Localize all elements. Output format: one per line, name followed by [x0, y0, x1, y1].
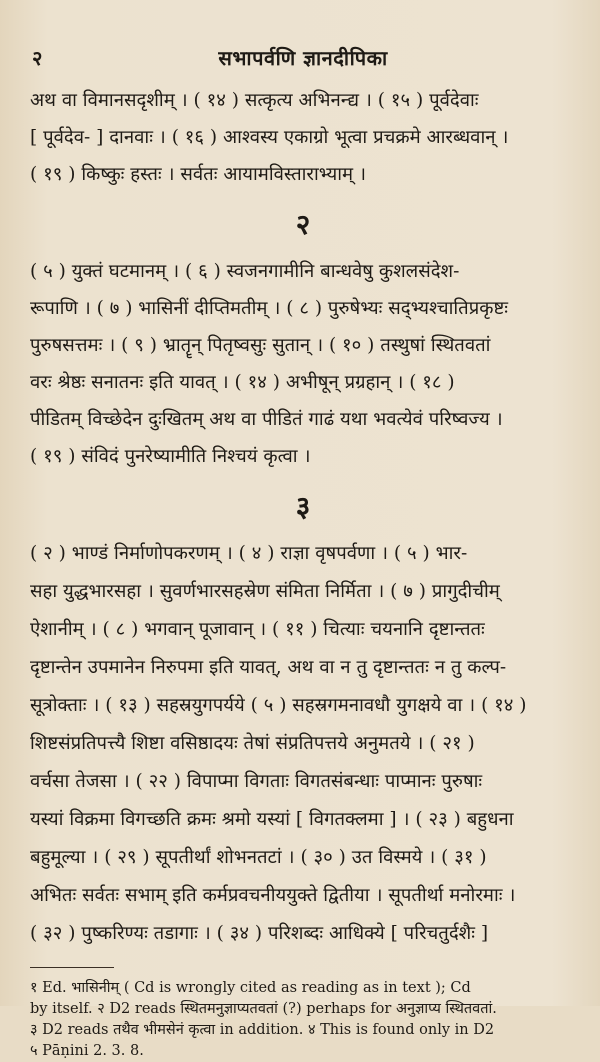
text-line: [ पूर्वदेव- ] दानवाः । ( १६ ) आश्वस्य एकाग्रो भूत्वा प्रचक्रमे आरब्धवान् । — [30, 127, 509, 148]
text-line: अभितः सर्वतः सभाम् इति कर्मप्रवचनीययुक्ते द्वितीया । सूपतीर्था मनोरमाः । — [30, 885, 516, 906]
text-line: ( ३२ ) पुष्करिण्यः तडागाः । ( ३४ ) परिशब्दः आधिक्ये [ परिचतुर्दशैः ] — [30, 923, 489, 944]
text-line: ( ५ ) युक्तं घटमानम् । ( ६ ) स्वजनगामीनि बान्धवेषु कुशलसंदेश- — [30, 261, 460, 282]
text-line: ( २ ) भाण्डं निर्माणोपकरणम् । ( ४ ) राज्ञा वृषपर्वणा । ( ५ ) भार- — [30, 543, 468, 564]
text-line: बहुमूल्या । ( २९ ) सूपतीर्थां शोभनतटां । ( ३० ) उत विस्मये । ( ३१ ) — [30, 847, 487, 868]
text-line: वरः श्रेष्ठः सनातनः इति यावत् । ( १४ ) अभीषून् प्रग्रहान् । ( १८ ) — [30, 372, 455, 393]
text-line: ( १९ ) किष्कुः हस्तः । सर्वतः आयामविस्ताराभ्याम् । — [30, 164, 366, 185]
page-header — [30, 44, 576, 80]
footnote-divider — [30, 967, 114, 968]
section-1-text — [30, 82, 576, 193]
text-line: वर्चसा तेजसा । ( २२ ) विपाप्मा विगताः विगतसंबन्धाः पाप्मानः पुरुषाः — [30, 771, 483, 792]
text-line: पुरुषसत्तमः । ( ९ ) भ्रातॄन् पितृष्वसुः सुतान् । ( १० ) तस्थुषां स्थितवतां — [30, 335, 491, 356]
footnote-line: by itself. २ D2 reads स्थितमनुज्ञाप्यतवतां (?) perhaps for अनुज्ञाप्य स्थितवतां. — [30, 1001, 497, 1017]
footnotes — [30, 978, 576, 1062]
section-3-text — [30, 535, 576, 953]
text-line: सहा युद्धभारसहा । सुवर्णभारसहस्रेण संमिता निर्मिता । ( ७ ) प्रागुदीचीम् — [30, 581, 500, 602]
footnote-line: ३ D2 reads तथैव भीमसेनं कृत्वा in addition. ४ This is found only in D2 — [30, 1022, 495, 1038]
text-line: शिष्टसंप्रतिपत्त्यै शिष्टा वसिष्ठादयः तेषां संप्रतिपत्तये अनुमतये । ( २१ ) — [30, 733, 475, 754]
page-number: २ — [32, 46, 43, 70]
text-line: पीडितम् विच्छेदेन दुःखितम् अथ वा पीडितं गाढं यथा भवत्येवं परिष्वज्य । — [30, 409, 503, 430]
section-2-text — [30, 253, 576, 475]
running-title: सभापर्वणि ज्ञानदीपिका — [218, 46, 388, 70]
text-line: दृष्टान्तेन उपमानेन निरुपमा इति यावत्, अथ वा न तु दृष्टान्ततः न तु कल्प- — [30, 657, 507, 678]
footnote-line: ५ Pāṇini 2. 3. 8. — [30, 1043, 144, 1059]
text-line: ( १९ ) संविदं पुनरेष्यामीति निश्चयं कृत्वा । — [30, 446, 311, 467]
text-line: रूपाणि । ( ७ ) भासिनीं दीप्तिमतीम् । ( ८ ) पुरुषेभ्यः सद्भ्यश्चातिप्रकृष्टः — [30, 298, 509, 319]
text-line: अथ वा विमानसदृशीम् । ( १४ ) सत्कृत्य अभिनन्द्य । ( १५ ) पूर्वदेवाः — [30, 90, 479, 111]
footnote-line: १ Ed. भासिनीम् ( Cd is wrongly cited as reading as in text ); Cd — [30, 980, 471, 996]
section-3-heading: ३ — [295, 490, 311, 523]
text-line: ऐशानीम् । ( ८ ) भगवान् पूजावान् । ( ११ ) चित्याः चयनानि दृष्टान्ततः — [30, 619, 485, 640]
text-line: यस्यां विक्रमा विगच्छति क्रमः श्रमो यस्यां [ विगतक्लमा ] । ( २३ ) बहुधना — [30, 809, 514, 830]
section-2-heading: २ — [295, 208, 311, 241]
text-line: सूत्रोक्ताः । ( १३ ) सहस्रयुगपर्यये ( ५ ) सहस्रगमनावधौ युगक्षये वा । ( १४ ) — [30, 695, 527, 716]
